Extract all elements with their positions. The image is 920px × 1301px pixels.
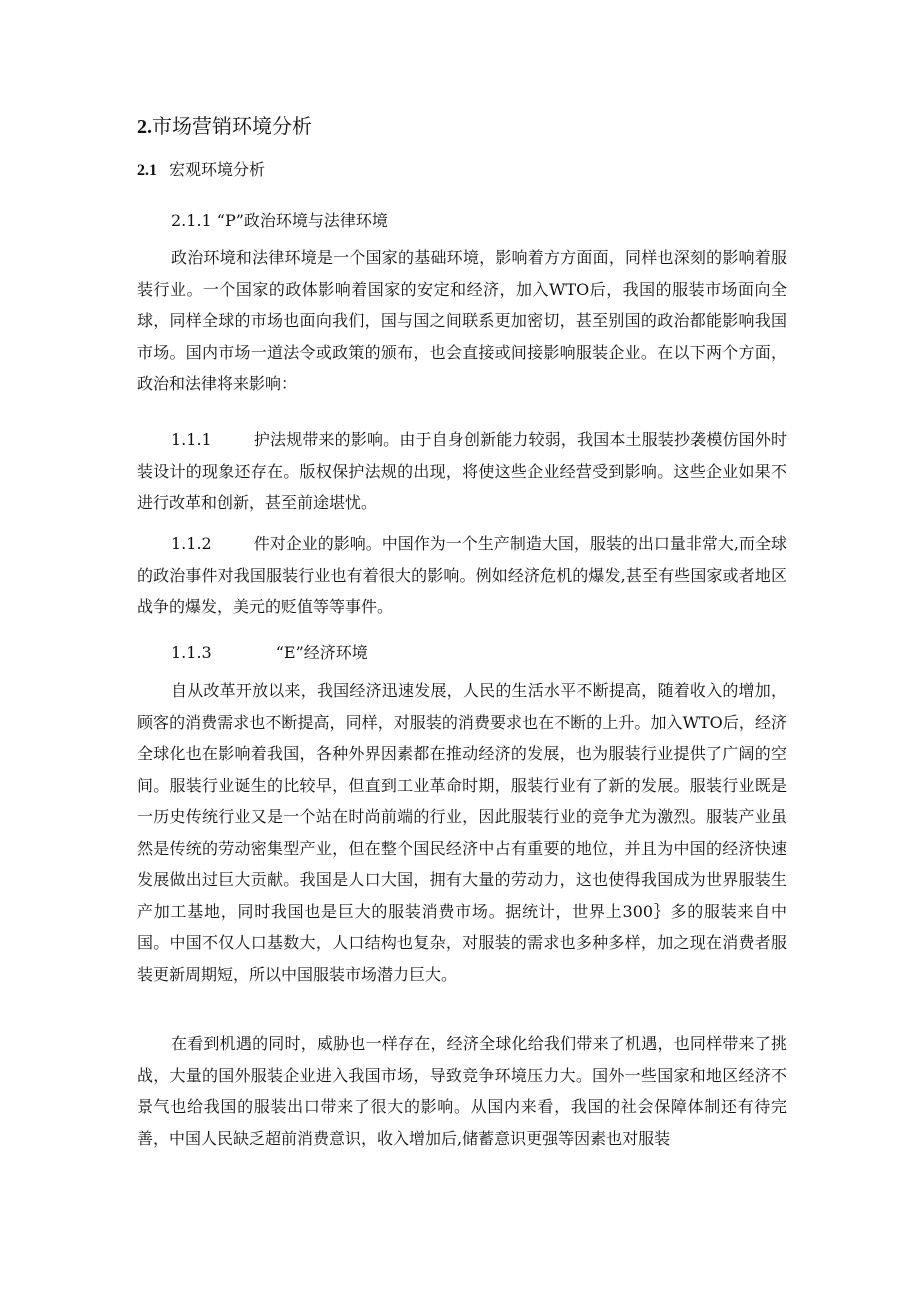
list-item-3-number: 1.1.3 [171,643,212,662]
list-item-1-number: 1.1.1 [171,430,212,449]
subsection-title: 宏观环境分析 [169,160,266,179]
subsection-heading [137,157,265,184]
list-item-2-number: 1.1.2 [171,534,212,553]
paragraph-economy: 自从改革开放以来，我国经济迅速发展，人民的生活水平不断提高，随着收入的增加，顾客的消费需求也不断提高，同样，对服装的消费要求也在不断的上升。加入WTO后，经济全球化也在影响着我国，各种外界因素都在推动经济的发展，也为服装行业提供了广阔的空间。服装行业诞生的比较早，但直到工业革命时期，服装行业有了新的发展。服装行业既是一历史传统行业又是一个站在时尚前端的行业，因此服装行业的竞争尤为激烈。服装产业虽然是传统的劳动密集型产业，但在整个国民经济中占有重要的地位，并且为中国的经济快速发展做出过巨大贡献。我国是人口大国，拥有大量的劳动力，这也使得我国成为世界服装生产加工基地，同时我国也是巨大的服装消费市场。据统计，世界上300｝多的服装来自中国。中国不仅人口基数大，人口结构也复杂，对服装的需求也多种多样，加之现在消费者服装更新周期短，所以中国服装市场潜力巨大。 [137,681,787,984]
list-item-3-heading [171,640,368,666]
list-item-2 [137,528,787,623]
subsection-number: 2.1 [137,162,157,179]
list-item-1-text: 护法规带来的影响。由于自身创新能力较弱，我国本土服装抄袭模仿国外时装设计的现象还存在。版权保护法规的出现，将使这些企业经营受到影响。这些企业如果不进行改革和创新，甚至前途堪忧。 [137,430,787,512]
list-item-1 [137,424,787,519]
paragraph-politics: 政治环境和法律环境是一个国家的基础环境，影响着方方面面，同样也深刻的影响着服装行业。一个国家的政体影响着国家的安定和经济，加入WTO后，我国的服装市场面向全球，同样全球的市场也面向我们，国与国之间联系更加密切，甚至别国的政治都能影响我国市场。国内市场一道法令或政策的颁布，也会直接或间接影响服装企业。在以下两个方面，政治和法律将来影响： [137,248,787,393]
section-title: 市场营销环境分析 [152,114,312,138]
paragraph-threats: 在看到机遇的同时，威胁也一样存在，经济全球化给我们带来了机遇，也同样带来了挑战，大量的国外服装企业进入我国市场，导致竞争环境压力大。国外一些国家和地区经济不景气也给我国的服装出口带来了很大的影响。从国内来看，我国的社会保障体制还有待完善，中国人民缺乏超前消费意识，收入增加后,储蓄意识更强等因素也对服装 [137,1034,787,1148]
subsubsection-heading: 2.1.1 “P”政治环境与法律环境 [171,211,388,230]
section-heading [137,112,312,141]
section-number: 2. [137,116,152,138]
list-item-3-title: “E”经济环境 [275,643,368,662]
list-item-2-text: 件对企业的影响。中国作为一个生产制造大国，服装的出口量非常大,而全球的政治事件对我国服装行业也有着很大的影响。例如经济危机的爆发,甚至有些国家或者地区战争的爆发，美元的贬值等等事件。 [137,534,787,616]
